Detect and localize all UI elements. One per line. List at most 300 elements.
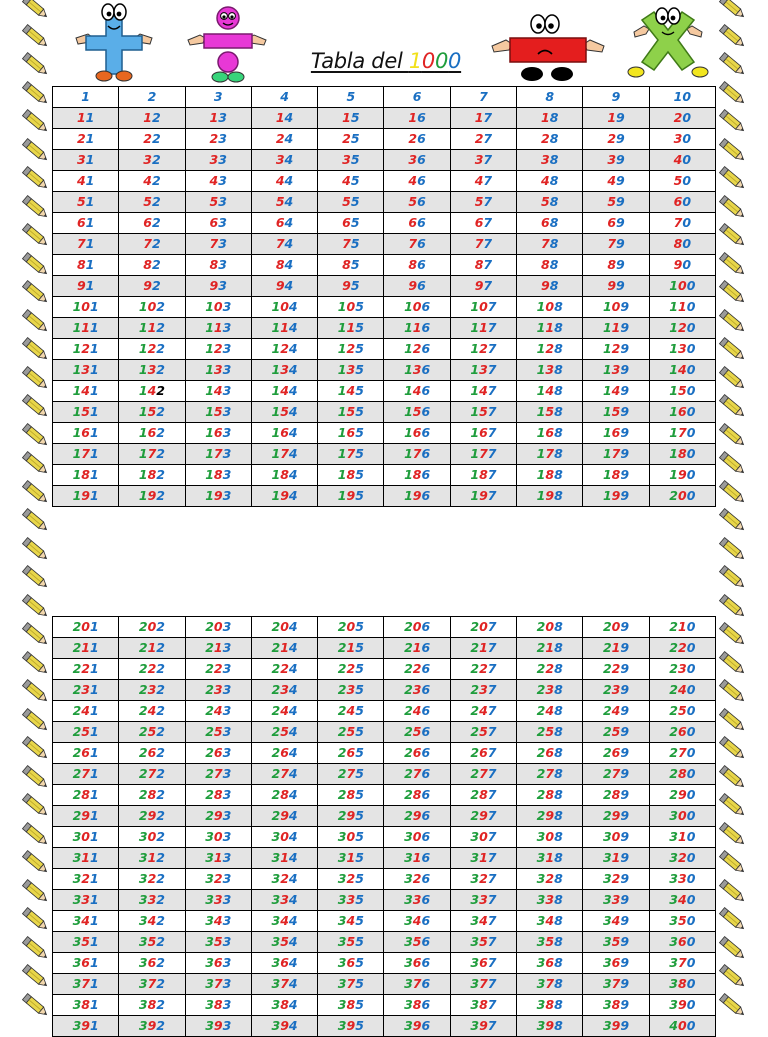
number-cell: 390 [649,995,715,1016]
number-cell: 312 [119,848,185,869]
number-cell: 23 [185,129,251,150]
table-row [53,171,716,192]
table-row [53,848,716,869]
number-cell: 383 [185,995,251,1016]
pencil-icon [717,479,747,505]
number-cell: 351 [53,932,119,953]
pencil-icon [20,108,50,134]
number-cell: 1 [53,87,119,108]
number-cell: 187 [450,465,516,486]
number-cell: 361 [53,953,119,974]
number-cell: 32 [119,150,185,171]
number-cell: 282 [119,785,185,806]
table-row [53,995,716,1016]
number-cell: 247 [450,701,516,722]
number-cell: 384 [251,995,317,1016]
number-cell: 337 [450,890,516,911]
pencil-icon [717,336,747,362]
number-cell: 35 [318,150,384,171]
table-row [53,255,716,276]
pencil-icon [717,251,747,277]
pencil-icon [717,621,747,647]
number-cell: 9 [583,87,649,108]
number-cell: 66 [384,213,450,234]
pencil-icon [20,450,50,476]
number-cell: 367 [450,953,516,974]
number-cell: 99 [583,276,649,297]
number-cell: 236 [384,680,450,701]
number-cell: 124 [251,339,317,360]
number-cell: 180 [649,444,715,465]
number-cell: 314 [251,848,317,869]
number-cell: 302 [119,827,185,848]
number-cell: 75 [318,234,384,255]
number-cell: 40 [649,150,715,171]
number-cell: 153 [185,402,251,423]
pencil-icon [20,764,50,790]
number-cell: 354 [251,932,317,953]
number-cell: 386 [384,995,450,1016]
number-cell: 199 [583,486,649,507]
table-row [53,423,716,444]
number-cell: 349 [583,911,649,932]
pencil-icon [717,878,747,904]
number-cell: 295 [318,806,384,827]
number-cell: 266 [384,743,450,764]
table-row [53,680,716,701]
pencil-icon [717,308,747,334]
number-cell: 348 [517,911,583,932]
number-cell: 331 [53,890,119,911]
number-cell: 157 [450,402,516,423]
number-cell: 71 [53,234,119,255]
number-cell: 130 [649,339,715,360]
number-cell: 281 [53,785,119,806]
number-cell: 342 [119,911,185,932]
number-cell: 25 [318,129,384,150]
number-cell: 140 [649,360,715,381]
number-cell: 345 [318,911,384,932]
number-cell: 17 [450,108,516,129]
number-cell: 114 [251,318,317,339]
table-row [53,806,716,827]
number-cell: 165 [318,423,384,444]
number-cell: 162 [119,423,185,444]
number-cell: 332 [119,890,185,911]
number-cell: 146 [384,381,450,402]
pencil-icon [717,422,747,448]
number-cell: 111 [53,318,119,339]
number-cell: 196 [384,486,450,507]
table-row [53,297,716,318]
number-cell: 375 [318,974,384,995]
number-cell: 293 [185,806,251,827]
number-cell: 59 [583,192,649,213]
number-cell: 261 [53,743,119,764]
number-cell: 28 [517,129,583,150]
number-cell: 372 [119,974,185,995]
table-row [53,213,716,234]
number-cell: 179 [583,444,649,465]
number-cell: 343 [185,911,251,932]
number-cell: 6 [384,87,450,108]
title-digit-2: 0 [421,49,435,73]
number-cell: 254 [251,722,317,743]
number-cell: 353 [185,932,251,953]
number-cell: 58 [517,192,583,213]
number-cell: 355 [318,932,384,953]
table-row [53,869,716,890]
number-cell: 356 [384,932,450,953]
page-title [308,44,464,78]
number-cell: 113 [185,318,251,339]
number-cell: 77 [450,234,516,255]
number-cell: 209 [583,617,649,638]
number-cell: 139 [583,360,649,381]
number-cell: 225 [318,659,384,680]
number-cell: 224 [251,659,317,680]
number-cell: 103 [185,297,251,318]
number-cell: 137 [450,360,516,381]
number-cell: 195 [318,486,384,507]
number-cell: 269 [583,743,649,764]
number-cell: 177 [450,444,516,465]
table-row [53,953,716,974]
number-cell: 57 [450,192,516,213]
number-cell: 394 [251,1016,317,1037]
number-cell: 69 [583,213,649,234]
number-cell: 175 [318,444,384,465]
number-cell: 70 [649,213,715,234]
number-cell: 91 [53,276,119,297]
pencil-icon [20,80,50,106]
times-sign-mascot [624,2,712,84]
table-row [53,276,716,297]
number-cell: 81 [53,255,119,276]
number-cell: 15 [318,108,384,129]
pencil-icon [20,222,50,248]
number-cell: 87 [450,255,516,276]
number-cell: 55 [318,192,384,213]
number-cell: 265 [318,743,384,764]
number-cell: 213 [185,638,251,659]
number-cell: 60 [649,192,715,213]
pencil-icon [717,507,747,533]
pencil-icon [20,792,50,818]
number-cell: 305 [318,827,384,848]
number-cell: 365 [318,953,384,974]
table-row [53,465,716,486]
number-cell: 201 [53,617,119,638]
number-table-201-400 [52,616,716,1037]
pencil-icon [717,137,747,163]
number-cell: 100 [649,276,715,297]
number-cell: 324 [251,869,317,890]
number-cell: 380 [649,974,715,995]
number-cell: 271 [53,764,119,785]
number-cell: 388 [517,995,583,1016]
number-cell: 45 [318,171,384,192]
number-cell: 274 [251,764,317,785]
number-cell: 382 [119,995,185,1016]
number-cell: 160 [649,402,715,423]
number-cell: 252 [119,722,185,743]
pencil-icon [717,821,747,847]
number-cell: 135 [318,360,384,381]
pencil-icon [20,479,50,505]
pencil-icon [717,365,747,391]
number-cell: 194 [251,486,317,507]
number-cell: 393 [185,1016,251,1037]
pencil-icon [20,422,50,448]
number-cell: 357 [450,932,516,953]
number-cell: 239 [583,680,649,701]
number-cell: 18 [517,108,583,129]
number-cell: 373 [185,974,251,995]
number-cell: 109 [583,297,649,318]
table-row [53,1016,716,1037]
pencil-icon [20,251,50,277]
number-cell: 223 [185,659,251,680]
number-cell: 255 [318,722,384,743]
pencil-icon [20,279,50,305]
number-cell: 176 [384,444,450,465]
pencil-icon [717,849,747,875]
number-cell: 11 [53,108,119,129]
number-cell: 148 [517,381,583,402]
number-cell: 320 [649,848,715,869]
number-cell: 189 [583,465,649,486]
number-cell: 141 [53,381,119,402]
division-sign-mascot [186,2,278,84]
number-cell: 352 [119,932,185,953]
number-cell: 249 [583,701,649,722]
number-cell: 222 [119,659,185,680]
number-cell: 61 [53,213,119,234]
pencil-icon [20,507,50,533]
number-cell: 164 [251,423,317,444]
number-cell: 219 [583,638,649,659]
number-cell: 273 [185,764,251,785]
table-row [53,827,716,848]
number-cell: 263 [185,743,251,764]
number-cell: 190 [649,465,715,486]
plus-sign-mascot [68,2,160,84]
number-cell: 29 [583,129,649,150]
table-row [53,890,716,911]
number-cell: 84 [251,255,317,276]
number-cell: 284 [251,785,317,806]
number-cell: 285 [318,785,384,806]
number-cell: 64 [251,213,317,234]
number-cell: 82 [119,255,185,276]
number-cell: 170 [649,423,715,444]
number-cell: 243 [185,701,251,722]
number-cell: 138 [517,360,583,381]
pencil-icon [717,80,747,106]
number-cell: 248 [517,701,583,722]
number-cell: 278 [517,764,583,785]
number-cell: 4 [251,87,317,108]
number-cell: 387 [450,995,516,1016]
number-cell: 156 [384,402,450,423]
table-row [53,381,716,402]
number-cell: 368 [517,953,583,974]
number-cell: 155 [318,402,384,423]
pencil-icon [717,792,747,818]
pencil-icon [20,593,50,619]
table-row [53,234,716,255]
number-cell: 306 [384,827,450,848]
number-cell: 339 [583,890,649,911]
number-cell: 212 [119,638,185,659]
number-cell: 377 [450,974,516,995]
number-cell: 240 [649,680,715,701]
number-cell: 167 [450,423,516,444]
number-cell: 299 [583,806,649,827]
pencil-icon [717,935,747,961]
number-cell: 321 [53,869,119,890]
pencil-icon [20,336,50,362]
number-cell: 280 [649,764,715,785]
table-row [53,701,716,722]
pencil-icon [20,393,50,419]
table-row [53,360,716,381]
number-cell: 220 [649,638,715,659]
number-cell: 36 [384,150,450,171]
number-cell: 392 [119,1016,185,1037]
number-cell: 107 [450,297,516,318]
number-cell: 294 [251,806,317,827]
number-cell: 341 [53,911,119,932]
number-cell: 166 [384,423,450,444]
number-cell: 198 [517,486,583,507]
number-cell: 171 [53,444,119,465]
number-cell: 340 [649,890,715,911]
number-cell: 46 [384,171,450,192]
number-cell: 227 [450,659,516,680]
number-cell: 185 [318,465,384,486]
number-cell: 43 [185,171,251,192]
pencil-icon [20,0,50,20]
number-cell: 317 [450,848,516,869]
number-cell: 290 [649,785,715,806]
number-cell: 2 [119,87,185,108]
number-cell: 147 [450,381,516,402]
number-cell: 216 [384,638,450,659]
number-cell: 313 [185,848,251,869]
number-cell: 328 [517,869,583,890]
number-cell: 53 [185,192,251,213]
pencil-icon [20,137,50,163]
number-cell: 366 [384,953,450,974]
number-cell: 126 [384,339,450,360]
number-cell: 210 [649,617,715,638]
minus-sign-mascot [490,2,606,84]
pencil-icon [20,165,50,191]
number-cell: 241 [53,701,119,722]
number-cell: 350 [649,911,715,932]
pencil-icon [717,564,747,590]
number-cell: 123 [185,339,251,360]
number-cell: 101 [53,297,119,318]
pencil-icon [717,707,747,733]
table-row [53,638,716,659]
number-cell: 376 [384,974,450,995]
number-cell: 178 [517,444,583,465]
number-cell: 283 [185,785,251,806]
number-cell: 300 [649,806,715,827]
pencil-icon [20,906,50,932]
number-cell: 399 [583,1016,649,1037]
number-cell: 30 [649,129,715,150]
table-row [53,129,716,150]
number-cell: 5 [318,87,384,108]
number-cell: 34 [251,150,317,171]
number-cell: 358 [517,932,583,953]
table-row [53,318,716,339]
table-row [53,486,716,507]
pencil-icon [20,963,50,989]
number-cell: 86 [384,255,450,276]
number-cell: 218 [517,638,583,659]
number-cell: 268 [517,743,583,764]
number-cell: 229 [583,659,649,680]
number-cell: 158 [517,402,583,423]
pencil-icon [717,51,747,77]
number-cell: 144 [251,381,317,402]
number-cell: 304 [251,827,317,848]
number-cell: 89 [583,255,649,276]
number-cell: 131 [53,360,119,381]
number-cell: 98 [517,276,583,297]
number-cell: 398 [517,1016,583,1037]
number-cell: 48 [517,171,583,192]
number-cell: 19 [583,108,649,129]
pencil-icon [717,279,747,305]
number-cell: 322 [119,869,185,890]
number-cell: 289 [583,785,649,806]
number-cell: 115 [318,318,384,339]
pencil-icon [717,593,747,619]
number-cell: 12 [119,108,185,129]
pencil-icon [717,0,747,20]
number-cell: 360 [649,932,715,953]
pencil-icon [717,650,747,676]
number-cell: 230 [649,659,715,680]
number-cell: 129 [583,339,649,360]
number-cell: 287 [450,785,516,806]
number-cell: 286 [384,785,450,806]
table-row [53,764,716,785]
pencil-icon [20,194,50,220]
number-cell: 275 [318,764,384,785]
number-cell: 237 [450,680,516,701]
number-cell: 311 [53,848,119,869]
number-cell: 102 [119,297,185,318]
number-cell: 20 [649,108,715,129]
number-cell: 253 [185,722,251,743]
number-cell: 257 [450,722,516,743]
table-row [53,932,716,953]
pencil-icon [20,707,50,733]
number-cell: 132 [119,360,185,381]
number-cell: 31 [53,150,119,171]
number-cell: 85 [318,255,384,276]
number-cell: 145 [318,381,384,402]
number-cell: 215 [318,638,384,659]
table-row [53,785,716,806]
